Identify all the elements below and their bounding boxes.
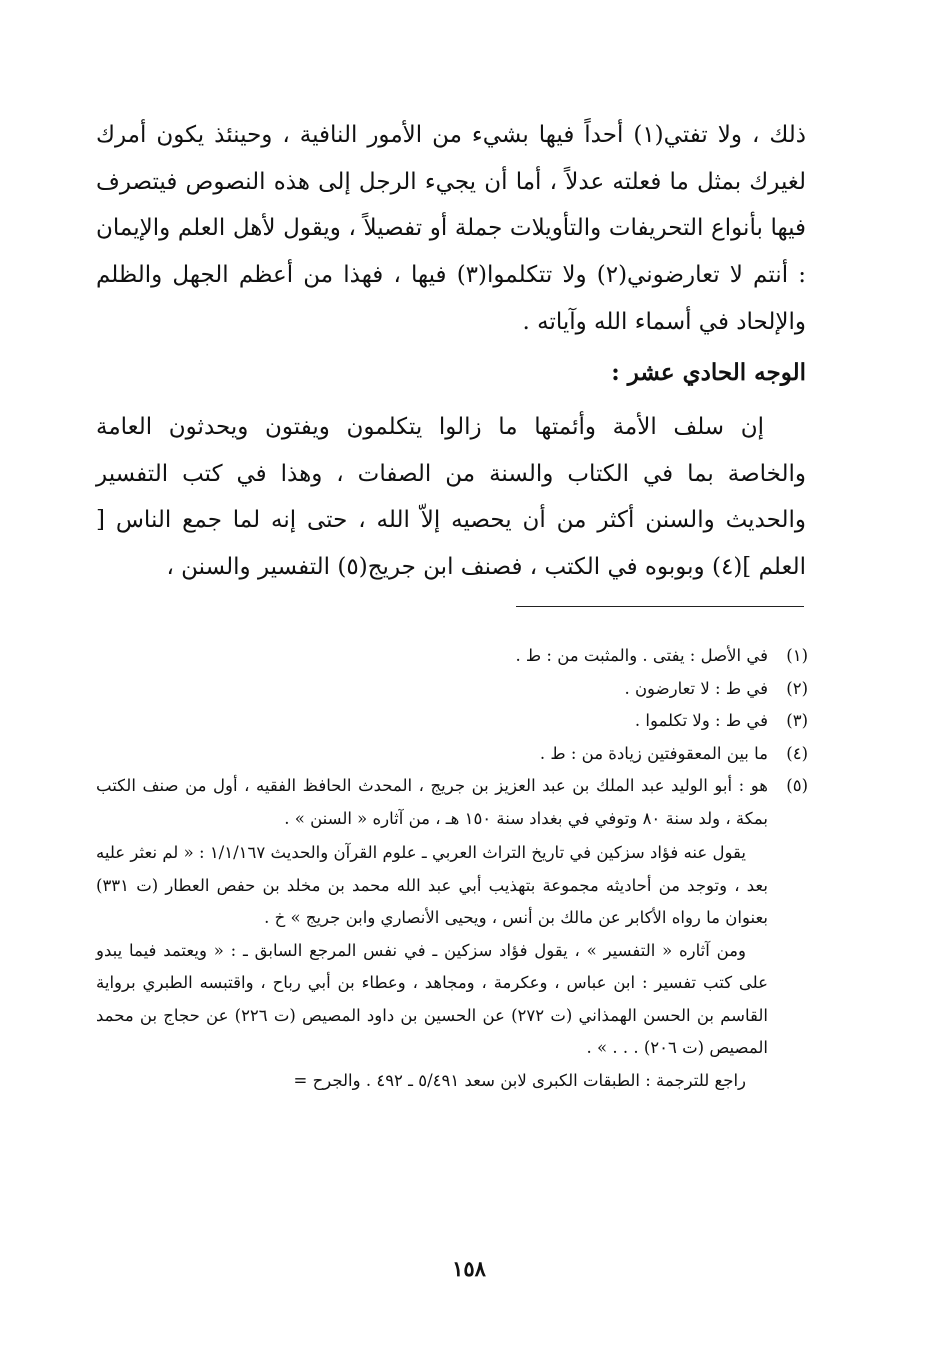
footnote-continuation: ومن آثاره « التفسير » ، يقول فؤاد سزكين ـ في نفس المرجع السابق ـ : « ويعتمد فيما يبدو على كتب تفسير : ابن عباس ، وعكرمة ، ومجاهد ، وعطاء بن أبي رباح ، واقتبسه الطبري برواية القاسم بن الحسن الهمذاني (ت ٢٧٢) عن الحسين بن داود المصيص (ت ٢٢٦) عن حجاج بن محمد المصيص (ت ٢٠٦) . . . » .: [96, 940, 768, 1057]
section-heading: الوجه الحادي عشر :: [611, 359, 806, 386]
footnote-text: في الأصل : يفتى . والمثبت من : ط .: [515, 646, 768, 665]
footnote-text: ما بين المعقوفتين زيادة من : ط .: [539, 743, 768, 763]
page-number: ١٥٨: [452, 1256, 486, 1281]
footnote-number: (٤): [786, 743, 808, 763]
footnote-text: في ط : لا تعارضون .: [624, 678, 768, 698]
footnote-item: [96, 738, 808, 771]
footnote-item: [96, 640, 808, 673]
footnote-item: [96, 705, 808, 738]
footnote-item: [96, 770, 808, 835]
footnote-number: (٢): [786, 678, 808, 698]
footnote-separator: [516, 606, 804, 607]
footnote-text: هو : أبو الوليد عبد الملك بن عبد العزيز بن جريج ، المحدث الحافظ الفقيه ، أول من صنف الكتب بمكة ، ولد سنة ٨٠ وتوفي في بغداد سنة ١٥٠ هـ ، من آثاره « السنن » .: [96, 776, 768, 828]
main-paragraph: ذلك ، ولا تفتي(١) أحداً فيها بشيء من الأمور النافية ، وحينئذ يكون أمرك لغيرك بمثل ما فعلته عدلاً ، أما أن يجيء الرجل إلى هذه النصوص فيتصرف فيها بأنواع التحريفات والتأويلات جملة أو تفصيلاً ، ويقول لأهل العلم والإيمان : أنتم لا تعارضوني(٢) ولا تتكلموا(٣) فيها ، فهذا من أعظم الجهل والظلم والإلحاد في أسماء الله وآياته .: [96, 122, 806, 335]
footnote-item: [96, 673, 808, 706]
footnote-text: في ط : ولا تكلموا .: [634, 711, 768, 730]
footnote-continuation: يقول عنه فؤاد سزكين في تاريخ التراث العربي ـ علوم القرآن والحديث ١/١/١٦٧ : « لم نعثر عليه بعد ، وتوجد من أحاديثه مجموعة بتهذيب أبي عبد الله محمد بن مخلد بن حفص العطار (ت ٣٣١) بعنوان ما رواه الأكابر عن مالك بن أنس ، ويحيى الأنصاري وابن جريج » خ .: [96, 843, 768, 927]
footnote-number: (٣): [786, 711, 808, 730]
footnote-number: (١): [786, 646, 808, 665]
main-paragraph: إن سلف الأمة وأئمتها ما زالوا يتكلمون ويفتون ويحدثون العامة والخاصة بما في الكتاب والسنة من الصفات ، وهذا في كتب التفسير والحديث والسنن أكثر من أن يحصيه إلاّ الله ، حتى إنه لما جمع الناس [ العلم ](٤) وبوبوه في الكتب ، فصنف ابن جريج(٥) التفسير والسنن ،: [96, 414, 806, 581]
footnotes: [96, 640, 808, 1097]
footnote-number: (٥): [786, 776, 808, 795]
footnote-continuation: راجع للترجمة : الطبقات الكبرى لابن سعد ٥/٤٩١ ـ ٤٩٢ . والجرح =: [293, 1070, 746, 1090]
